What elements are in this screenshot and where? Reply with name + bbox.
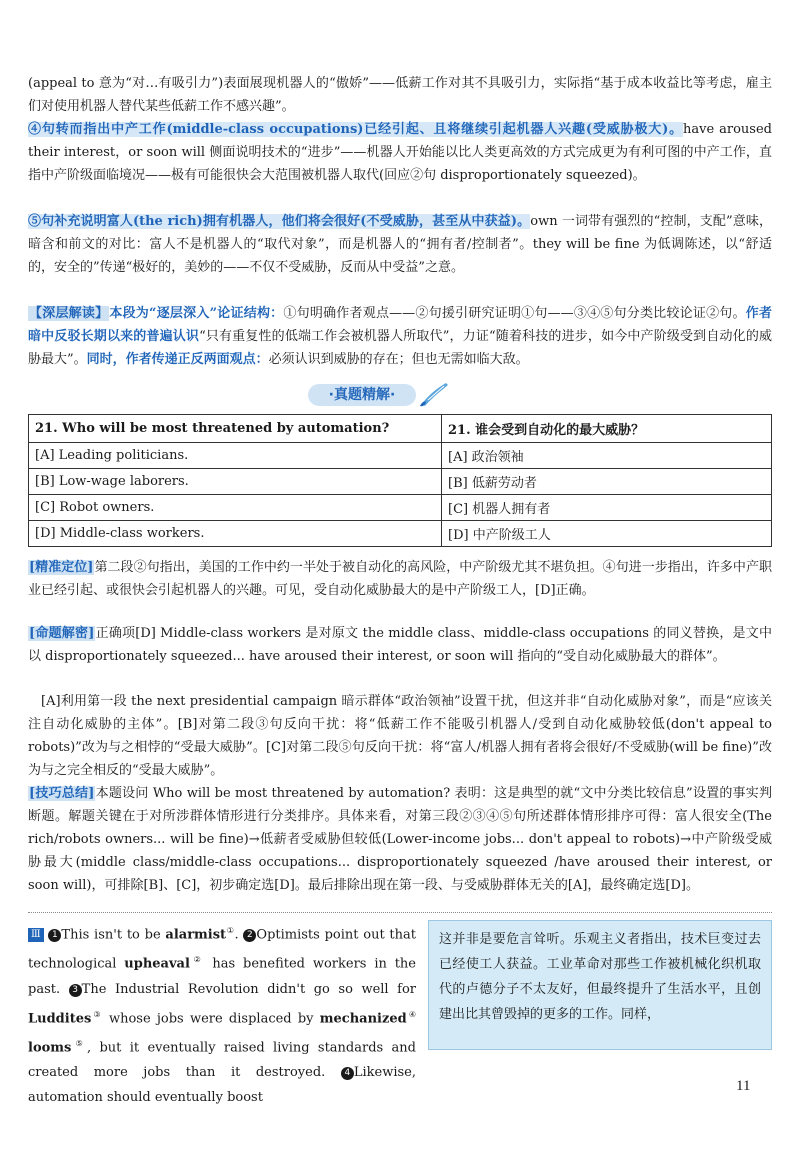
option-b-zh: [B] 低薪劳动者: [442, 469, 772, 495]
vocab-word: Luddites: [28, 1010, 92, 1026]
option-c-en: [C] Robot owners.: [29, 495, 442, 521]
sentence-text: Likewise, automation should eventually boost: [28, 1065, 417, 1106]
sentence-text: The Industrial Revolution didn't go so well for: [81, 981, 416, 997]
option-d-zh: [D] 中产阶级工人: [442, 521, 772, 547]
paragraph-text: [A]利用第一段 the next presidential campaign 暗示群体“政治领袖”设置干扰，但这并非“自动化威胁对象”，而是“应该关注自动化威胁的主体”。[B]对第二段③句反向干扰：将“低薪工作不能吸引机器人/受到自动化威胁较低(don't appeal to robots)”改为与之相悖的“受最大威胁”。[C]对第二段⑤句反向干扰：将“富人/机器人拥有者将会很好/不受威胁(will be fine)”改为与之完全相反的“受最大威胁”。: [28, 694, 772, 778]
paragraph-sentence-4: [28, 118, 772, 187]
section-tag: [技巧总结]: [29, 786, 95, 801]
option-a-en: [A] Leading politicians.: [29, 443, 442, 469]
sentence-text: Optimists point out that technological: [28, 927, 416, 972]
paragraph-summary: [28, 782, 772, 897]
paragraph-text: 本题设问 Who will be most threatened by automation? 表明：这是典型的就“文中分类比较信息”设置的事实判断题。解题关键在于对所涉群体情形进行分类排序。具体来看，对第三段②③④⑤句所述群体情形排序可得：富人很安全(The rich/robots owners... will be fine)→低薪者受威胁但较低(Lower-income jobs... don't appeal to robots)→中产阶级受威胁最大(middle class/middle-class occupations... disproportionately squeezed /have aroused their interest, or soon will)，可排除[B]、[C]，初步确定选[D]。最后排除出现在第一段、与受威胁群体无关的[A]，最终确定选[D]。: [28, 786, 772, 893]
highlight-text: 作者暗中反驳长期以来的普遍认识: [28, 306, 772, 344]
highlight-text: 本段为“逐层深入”论证结构：: [109, 306, 284, 321]
section-tag: 【深层解读】: [29, 306, 109, 321]
divider: [28, 912, 772, 913]
section-banner: [300, 380, 500, 408]
highlight-text: ⑤句补充说明富人(the rich)拥有机器人，他们将会很好(不受威胁，甚至从中获益)。: [28, 214, 531, 229]
sentence-number: 1: [48, 929, 61, 942]
sentence-text: This isn't to be: [61, 927, 166, 943]
option-c-zh: [C] 机器人拥有者: [442, 495, 772, 521]
sentence-number: 2: [243, 929, 256, 942]
option-a-zh: [A] 政治领袖: [442, 443, 772, 469]
paragraph-decode: [28, 622, 772, 668]
option-d-en: [D] Middle-class workers.: [29, 521, 442, 547]
section-tag: [精准定位]: [29, 560, 94, 575]
paragraph-text: “只有重复性的低端工作会被机器人所取代”，力证“随着科技的进步，如今中产阶级受到自动化的威胁最大”。: [28, 329, 772, 367]
table-row: [29, 521, 772, 547]
vocab-word: alarmist: [165, 927, 227, 943]
table-row: [29, 495, 772, 521]
paragraph-sentence-5: [28, 210, 772, 279]
sentence-text: has benefited workers in the past.: [28, 956, 416, 997]
vocab-word: mechanized: [319, 1010, 407, 1026]
paragraph-text: have aroused their interest，or soon will 侧面说明技术的“进步”——机器人开始能以比人类更高效的方式完成更为有利可图的中产工作，直指中产阶级面临境况——极有可能很快会大范围被机器人取代(回应②句 disproportionately squeezed)。: [28, 122, 772, 183]
paragraph-text: ①句明确作者观点——②句援引研究证明①句——③④⑤句分类比较论证②句。: [283, 306, 746, 321]
paragraph-text: own 一词带有强烈的“控制，支配”意味，暗含和前文的对比：富人不是机器人的“取代对象”，而是机器人的“拥有者/控制者”。they will be fine 为低调陈述，以“舒适的，安全的”传递“极好的，美妙的——不仅不受威胁，反而从中受益”之意。: [28, 214, 772, 275]
footnote-mark: ②: [189, 955, 205, 965]
footnote-mark: ③: [91, 1009, 103, 1019]
table-row: [29, 443, 772, 469]
question-zh: 21. 谁会受到自动化的最大威胁？: [442, 415, 772, 443]
english-passage: [28, 918, 416, 1110]
paragraph-locate: [28, 556, 772, 602]
sentence-text: whose jobs were displaced by: [102, 1010, 320, 1026]
translation-box: 这并非是要危言耸听。乐观主义者指出，技术巨变过去已经使工人获益。工业革命对那些工作被机械化织机取代的卢德分子不太友好，但最终提升了生活水平，且创建出比其曾毁掉的更多的工作。同样，: [428, 920, 772, 1050]
section-tag: [命题解密]: [29, 626, 95, 641]
paragraph-text: 必须认识到威胁的存在；但也无需如临大敌。: [268, 352, 529, 367]
paragraph-text: 正确项[D] Middle-class workers 是对原文 the middle class、middle-class occupations 的同义替换，是文中以 disproportionately squeezed... have aroused their interest, or soon will 指向的“受自动化威胁最大的群体”。: [28, 626, 772, 664]
footnote-mark: ⑤: [71, 1038, 87, 1048]
brush-icon: [418, 380, 452, 408]
section-marker: Ⅲ: [28, 928, 44, 942]
paragraph-distractors: [28, 690, 772, 782]
sentence-text: .: [234, 927, 239, 943]
banner-label: ·真题精解·: [308, 384, 416, 406]
footnote-mark: ④: [406, 1009, 416, 1019]
highlight-text: ④句转而指出中产工作(middle-class occupations)已经引起、且将继续引起机器人兴趣(受威胁极大)。: [28, 122, 683, 137]
table-row: [29, 469, 772, 495]
table-row: [29, 415, 772, 443]
sentence-number: 4: [341, 1067, 354, 1080]
paragraph-text: (appeal to 意为“对…有吸引力”)表面展现机器人的“傲娇”——低薪工作对其不具吸引力，实际指“基于成本收益比等考虑，雇主们对使用机器人替代某些低薪工作不感兴趣”。: [28, 76, 772, 114]
paragraph-deep-analysis: [28, 302, 772, 371]
page-number: 11: [736, 1078, 751, 1094]
paragraph-text: 第二段②句指出，美国的工作中约一半处于被自动化的高风险，中产阶级尤其不堪负担。④句进一步指出，许多中产职业已经引起、或很快会引起机器人的兴趣。可见，受自动化威胁最大的是中产阶级工人，[D]正确。: [28, 560, 772, 598]
question-en: 21. Who will be most threatened by automation?: [29, 415, 442, 443]
option-b-en: [B] Low-wage laborers.: [29, 469, 442, 495]
question-table: [28, 414, 772, 547]
vocab-word: looms: [28, 1040, 72, 1056]
paragraph-appeal: [28, 72, 772, 118]
sentence-number: 3: [69, 984, 82, 997]
footnote-mark: ①: [226, 926, 235, 935]
sentence-text: , but it eventually raised living standards and created more jobs than it destroyed.: [28, 1040, 416, 1081]
highlight-text: 同时，作者传递正反两面观点：: [86, 352, 269, 367]
vocab-word: upheaval: [124, 956, 190, 972]
